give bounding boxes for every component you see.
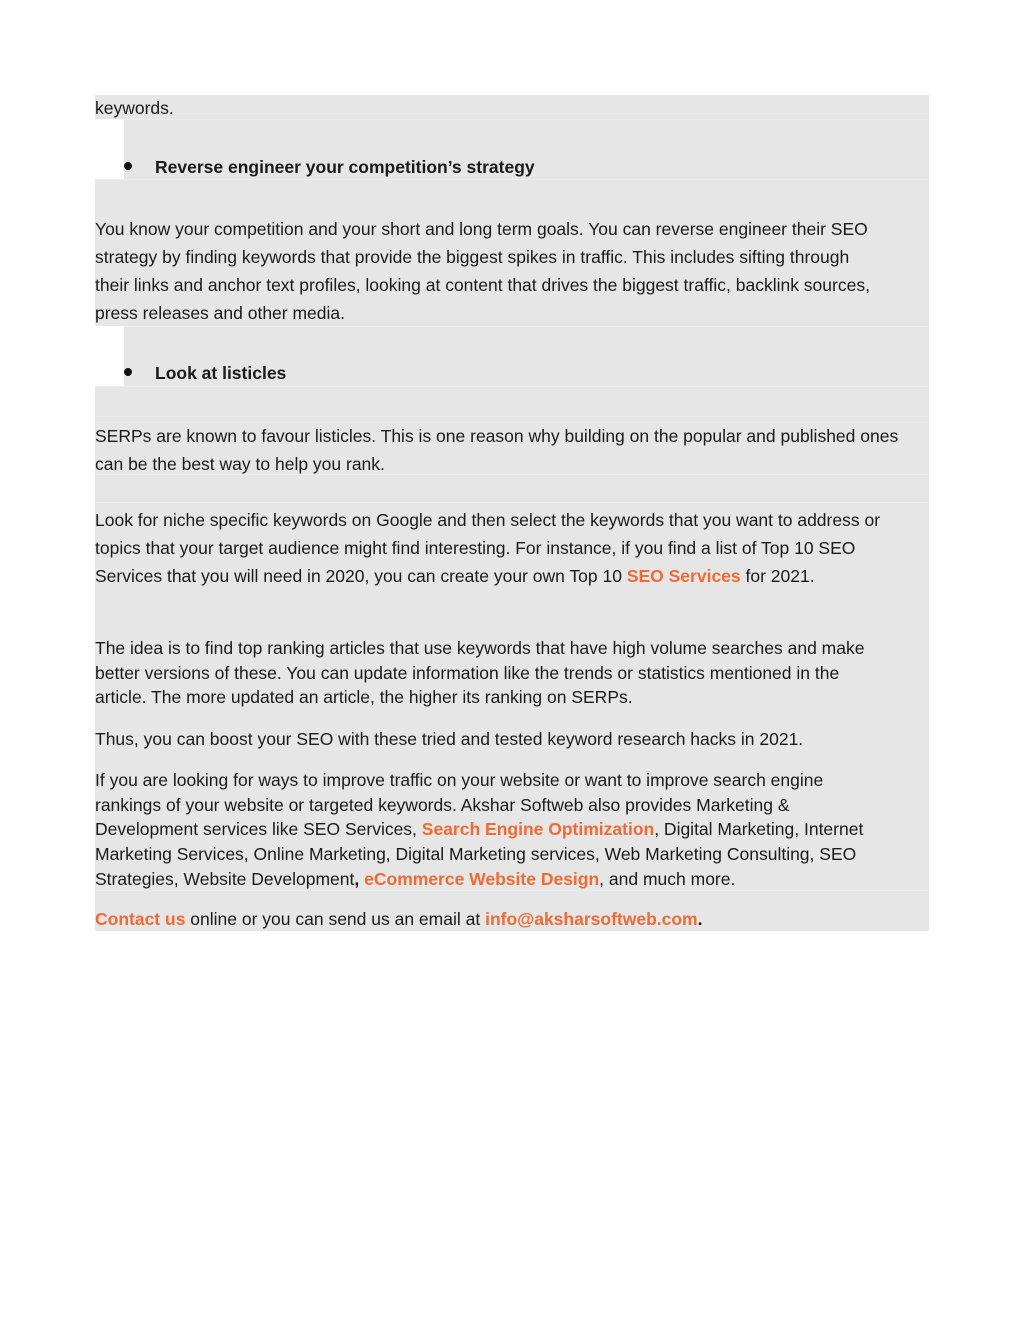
text-run: Development services like SEO Services, — [95, 819, 422, 840]
paragraph-competition — [95, 215, 931, 327]
paragraph-niche — [95, 506, 931, 590]
text-line: topics that your target audience might find interesting. For instance, if you find a list of Top 10 SEO — [95, 538, 856, 558]
text-run: Services that you will need in 2020, you can create your own Top 10 — [95, 566, 627, 586]
text-line: their links and anchor text profiles, looking at content that drives the biggest traffic, backlink sources, — [95, 275, 870, 295]
text-run: . — [697, 909, 703, 929]
paragraph-idea — [95, 636, 931, 710]
text-line: Marketing Services, Online Marketing, Digital Marketing services, Web Marketing Consulting, SEO — [95, 844, 857, 865]
text-run: , and much more. — [599, 868, 736, 889]
divider — [95, 416, 929, 417]
text-line — [95, 562, 931, 590]
search-engine-optimization-link[interactable]: Search Engine Optimization — [421, 819, 655, 840]
text-run: for 2021. — [740, 566, 815, 586]
text-line — [95, 867, 931, 892]
text-line: article. The more updated an article, the higher its ranking on SERPs. — [95, 687, 633, 708]
text-line: Look for niche specific keywords on Google and then select the keywords that you want to address or — [95, 510, 881, 530]
text-line: SERPs are known to favour listicles. This is one reason why building on the popular and published ones — [95, 426, 899, 446]
text-line: If you are looking for ways to improve traffic on your website or want to improve search engine — [95, 770, 824, 790]
text-line: strategy by finding keywords that provide the biggest spikes in traffic. This includes sifting through — [95, 247, 850, 267]
paragraph-keywords-end: keywords. — [95, 98, 174, 118]
paragraph-serps — [95, 422, 931, 478]
text-line: can be the best way to help you rank. — [95, 454, 385, 474]
ecommerce-website-design-link[interactable]: eCommerce Website Design — [359, 868, 600, 889]
paragraph-thus: Thus, you can boost your SEO with these tried and tested keyword research hacks in 2021. — [95, 729, 804, 749]
contact-us-link[interactable]: Contact us — [95, 909, 186, 929]
text-line — [95, 817, 931, 842]
seo-services-link[interactable]: SEO Services — [626, 566, 741, 586]
text-run: , Digital Marketing, Internet — [654, 819, 864, 840]
text-run: online or you can send us an email at — [185, 909, 486, 929]
text-line: You know your competition and your short and long term goals. You can reverse engineer their SEO — [95, 219, 868, 239]
bullet-item — [124, 359, 286, 387]
bullet-dot-icon — [124, 162, 132, 170]
divider — [95, 502, 929, 503]
bullet-dot-icon — [124, 368, 132, 376]
email-link[interactable]: info@aksharsoftweb.com — [485, 909, 698, 929]
text-line: The idea is to find top ranking articles that use keywords that have high volume searches and make — [95, 638, 865, 658]
bullet-item — [124, 153, 535, 181]
bullet-heading: Look at listicles — [155, 363, 287, 383]
text-line: press releases and other media. — [95, 303, 345, 323]
paragraph-contact — [95, 907, 931, 932]
paragraph-looking — [95, 768, 931, 892]
text-line: rankings of your website or targeted keywords. Akshar Softweb also provides Marketing & — [95, 794, 790, 815]
text-run: Strategies, Website Development — [95, 868, 355, 889]
text-line: better versions of these. You can update information like the trends or statistics mentioned in the — [95, 662, 840, 683]
text-run: , — [354, 868, 360, 889]
bullet-heading: Reverse engineer your competition’s strategy — [155, 157, 535, 177]
